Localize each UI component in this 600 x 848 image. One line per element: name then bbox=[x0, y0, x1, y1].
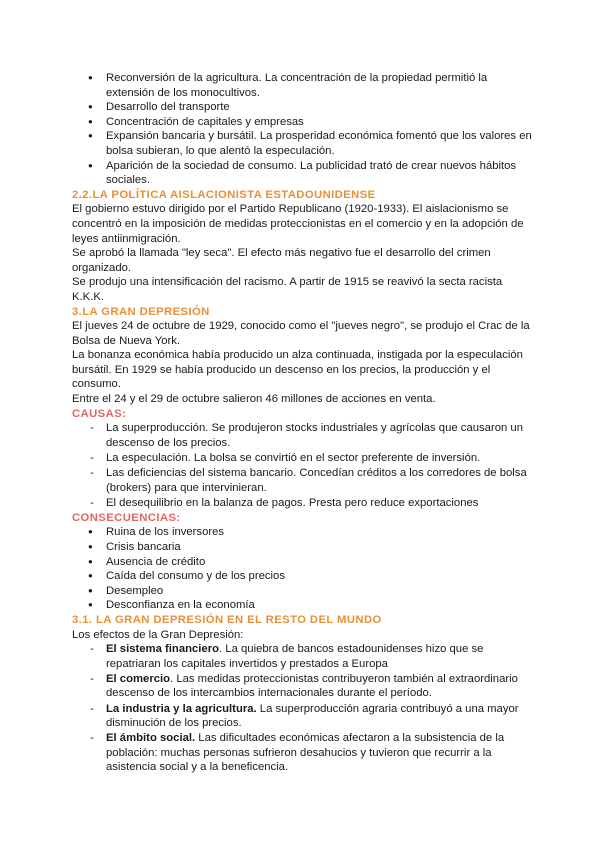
item-text: . La quiebra de bancos estadounidenses hizo que se repatriaran los capitales invertidos y prestados a Europa bbox=[106, 643, 484, 670]
section-heading-3-1: 3.1. LA GRAN DEPRESIÓN EN EL RESTO DEL MUNDO bbox=[72, 613, 382, 626]
document-page bbox=[72, 71, 532, 776]
list-item: - La superproducción. Se produjeron stocks industriales y agrícolas que causaron un descenso de los precios. bbox=[72, 421, 532, 450]
list-item bbox=[72, 672, 532, 701]
section-heading-3: 3.LA GRAN DEPRESIÓN bbox=[72, 305, 210, 318]
paragraph: Entre el 24 y el 29 de octubre salieron 46 millones de acciones en venta. bbox=[72, 393, 436, 406]
item-text: . Las medidas proteccionistas contribuyeron también al extraordinario descenso de los intercambios internacionales durante el período. bbox=[106, 672, 518, 700]
list-item: ● Caída del consumo y de los precios bbox=[72, 569, 532, 584]
list-item: ● Desempleo bbox=[72, 584, 532, 599]
list-item bbox=[72, 702, 532, 731]
list-item: ● Crisis bancaria bbox=[72, 540, 532, 555]
list-item: ● Aparición de la sociedad de consumo. La publicidad trató de crear nuevos hábitos sociales. bbox=[72, 159, 532, 188]
list-item bbox=[72, 731, 532, 775]
list-item: ● Ruina de los inversores bbox=[72, 525, 532, 540]
item-term: La industria y la agricultura. bbox=[106, 702, 257, 715]
list-item: ● Desarrollo del transporte bbox=[72, 100, 532, 115]
causas-heading: CAUSAS: bbox=[72, 407, 127, 420]
paragraph: Se produjo una intensificación del racismo. A partir de 1915 se reavivó la secta racista K.K.K. bbox=[72, 276, 503, 303]
item-term: El sistema financiero bbox=[106, 643, 220, 656]
list-item: ● Desconfianza en la economía bbox=[72, 598, 532, 613]
paragraph: Se aprobó la llamada "ley seca". El efecto más negativo fue el desarrollo del crimen organizado. bbox=[72, 247, 491, 274]
paragraph: Los efectos de la Gran Depresión: bbox=[72, 628, 244, 641]
list-item bbox=[72, 642, 532, 671]
causas-list bbox=[72, 421, 532, 510]
list-item: ● Ausencia de crédito bbox=[72, 555, 532, 570]
paragraph: El jueves 24 de octubre de 1929, conocido como el "jueves negro", se produjo el Crac de la Bolsa de Nueva York. bbox=[72, 320, 530, 347]
list-item: ● Reconversión de la agricultura. La concentración de la propiedad permitió la extensión de los monocultivos. bbox=[72, 71, 532, 100]
item-term: El comercio bbox=[106, 672, 171, 685]
consecuencias-heading: CONSECUENCIAS: bbox=[72, 511, 181, 524]
paragraph: La bonanza económica había producido un alza continuada, instigada por la especulación bursátil. En 1929 se había producido un descenso en los precios, la producción y el consumo. bbox=[72, 349, 523, 391]
list-item: ● Concentración de capitales y empresas bbox=[72, 115, 532, 130]
economic-factors-list bbox=[72, 71, 532, 188]
item-text: Las dificultades económicas afectaron a la subsistencia de la población: muchas personas sufrieron desahucios y tuvieron que recurrir a la asistencia social y a la beneficencia. bbox=[106, 732, 505, 774]
list-item: - Las deficiencias del sistema bancario. Concedían créditos a los corredores de bolsa (brokers) para que intervinieran. bbox=[72, 466, 532, 495]
list-item: - La especulación. La bolsa se convirtió en el sector preferente de inversión. bbox=[72, 451, 532, 466]
list-item: ● Expansión bancaria y bursátil. La prosperidad económica fomentó que los valores en bolsa subieran, lo que alentó la especulación. bbox=[72, 129, 532, 158]
paragraph: El gobierno estuvo dirigido por el Partido Republicano (1920-1933). El aislacionismo se concentró en la imposición de medidas proteccionistas en el comercio y en la adopción de leyes antiinmigración. bbox=[72, 203, 524, 245]
section-heading-2-2: 2.2.LA POLÍTICA AISLACIONISTA ESTADOUNIDENSE bbox=[72, 188, 376, 201]
list-item: - El desequilibrio en la balanza de pagos. Presta pero reduce exportaciones bbox=[72, 496, 532, 511]
item-text: La superproducción agraria contribuyó a una mayor disminución de los precios. bbox=[106, 702, 519, 730]
consecuencias-list bbox=[72, 525, 532, 613]
item-term: El ámbito social. bbox=[106, 732, 196, 745]
effects-list bbox=[72, 642, 532, 775]
